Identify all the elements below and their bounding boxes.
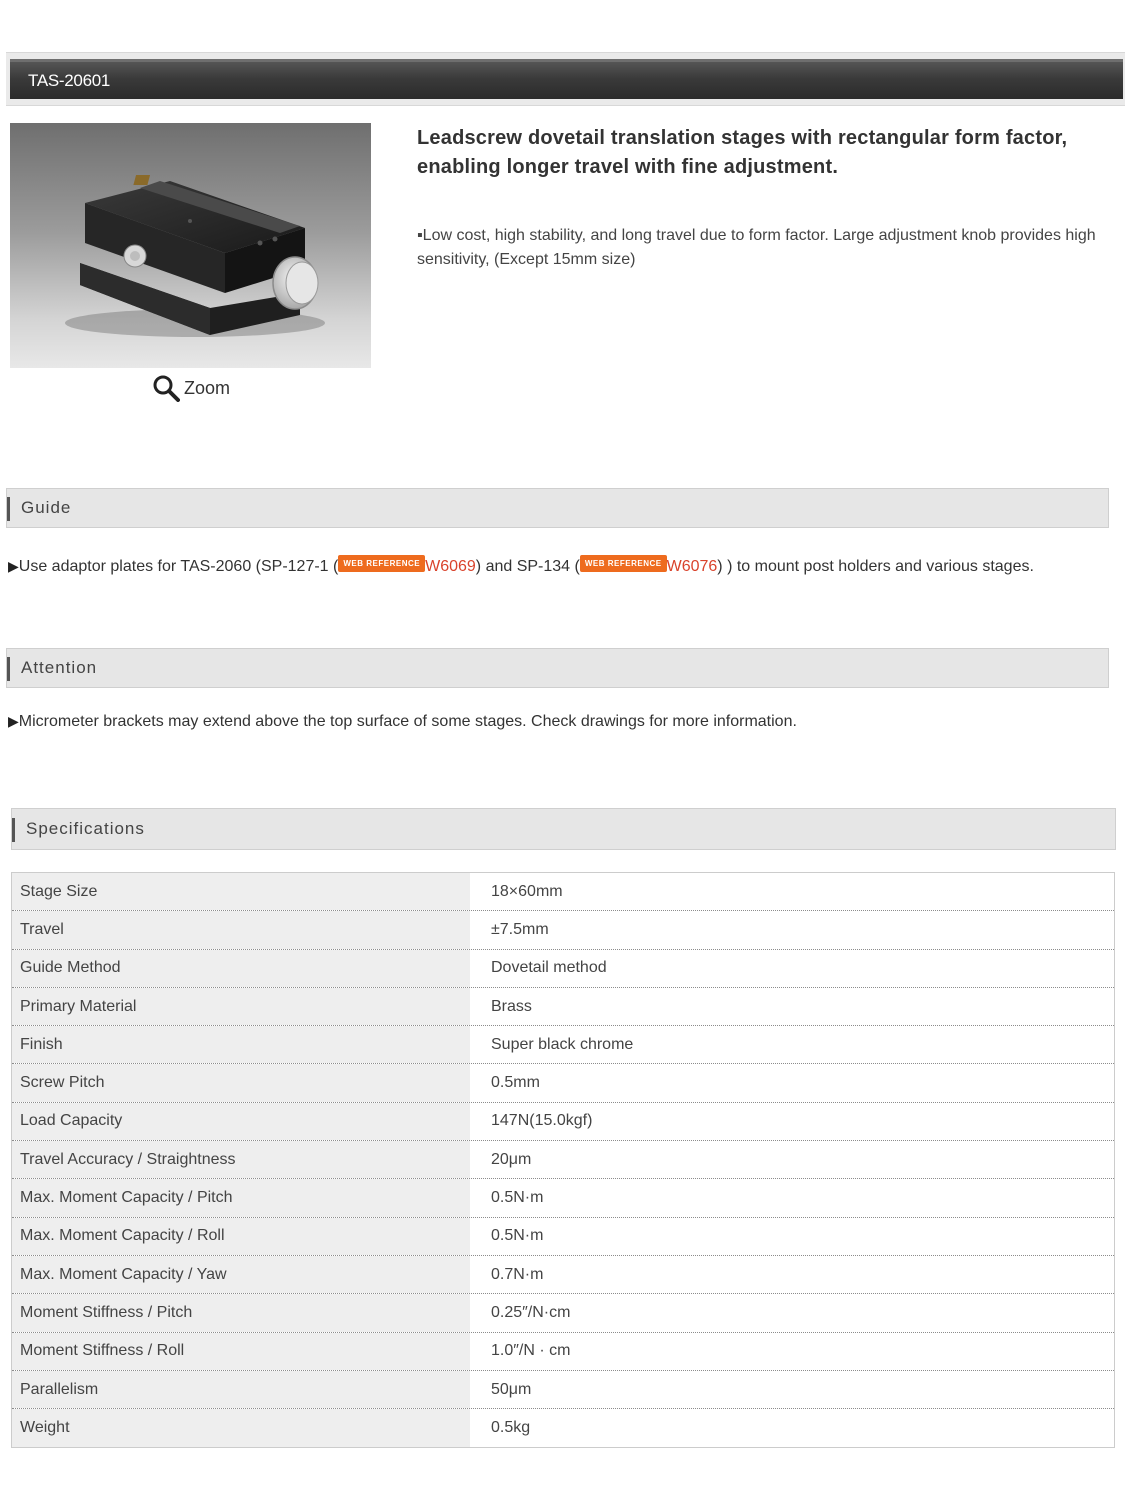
spec-label: Moment Stiffness / Pitch xyxy=(12,1294,470,1331)
spec-label: Load Capacity xyxy=(12,1103,470,1140)
table-row xyxy=(12,1026,1114,1064)
spec-label: Max. Moment Capacity / Yaw xyxy=(12,1256,470,1293)
spec-value: ±7.5mm xyxy=(470,911,1114,948)
spec-label: Max. Moment Capacity / Roll xyxy=(12,1218,470,1255)
table-row xyxy=(12,1218,1114,1256)
spec-value: 0.7N·m xyxy=(470,1256,1114,1293)
spec-value: 0.25″/N·cm xyxy=(470,1294,1114,1331)
guide-text xyxy=(8,554,1108,579)
guide-heading: Guide xyxy=(21,498,72,517)
bullet-triangle-icon: ▶ xyxy=(8,713,19,729)
web-reference-badge[interactable]: WEB REFERENCE xyxy=(338,555,425,572)
table-row xyxy=(12,873,1114,911)
attention-message: Micrometer brackets may extend above the top surface of some stages. Check drawings for more information. xyxy=(18,713,797,730)
web-reference-badge[interactable]: WEB REFERENCE xyxy=(580,555,667,572)
zoom-label: Zoom xyxy=(184,377,231,398)
spec-label: Moment Stiffness / Roll xyxy=(12,1333,470,1370)
spec-label: Screw Pitch xyxy=(12,1064,470,1101)
spec-value: 18×60mm xyxy=(470,873,1114,910)
spec-label: Travel Accuracy / Straightness xyxy=(12,1141,470,1178)
table-row xyxy=(12,1141,1114,1179)
bullet-triangle-icon: ▶ xyxy=(8,558,19,574)
spec-label: Finish xyxy=(12,1026,470,1063)
spec-value: 0.5N·m xyxy=(470,1179,1114,1216)
spec-value: Dovetail method xyxy=(470,950,1114,987)
table-row xyxy=(12,1179,1114,1217)
table-row xyxy=(12,1409,1114,1447)
product-title: TAS-20601 xyxy=(28,71,111,90)
table-row xyxy=(12,1333,1114,1371)
spec-label: Travel xyxy=(12,911,470,948)
spec-value: 50μm xyxy=(470,1371,1114,1408)
product-title-bar xyxy=(10,59,1123,99)
w6069-link[interactable]: W6069 xyxy=(425,558,476,575)
specifications-section-header xyxy=(11,808,1116,850)
spec-value: 0.5kg xyxy=(470,1409,1114,1447)
product-description: ▪Low cost, high stability, and long travel due to form factor. Large adjustment knob provides high sensitivity, (Except 15mm size) xyxy=(417,227,1096,268)
guide-section-header xyxy=(6,488,1109,528)
section-marker xyxy=(7,657,10,681)
spec-value: Super black chrome xyxy=(470,1026,1114,1063)
w6076-link[interactable]: W6076 xyxy=(666,558,718,575)
product-headline: Leadscrew dovetail translation stages with rectangular form factor, enabling longer travel with fine adjustment. xyxy=(417,127,1068,178)
guide-text-mid: ) and SP-134 ( xyxy=(475,558,580,575)
spec-label: Parallelism xyxy=(12,1371,470,1408)
spec-label: Max. Moment Capacity / Pitch xyxy=(12,1179,470,1216)
attention-text xyxy=(8,709,1108,734)
spec-value: 147N(15.0kgf) xyxy=(470,1103,1114,1140)
magnifier-icon xyxy=(152,374,180,402)
spec-label: Guide Method xyxy=(12,950,470,987)
attention-heading: Attention xyxy=(21,658,98,677)
spec-label: Weight xyxy=(12,1409,470,1447)
spec-value: 0.5N·m xyxy=(470,1218,1114,1255)
section-marker xyxy=(7,497,10,521)
table-row xyxy=(12,1064,1114,1102)
table-row xyxy=(12,950,1114,988)
table-row xyxy=(12,1256,1114,1294)
guide-text-after: ) ) to mount post holders and various stages. xyxy=(717,558,1034,575)
product-photo[interactable] xyxy=(10,123,371,368)
spec-value: 20μm xyxy=(470,1141,1114,1178)
spec-value: 1.0″/N · cm xyxy=(470,1333,1114,1370)
table-row xyxy=(12,911,1114,949)
zoom-button[interactable] xyxy=(152,373,230,403)
attention-section-header xyxy=(6,648,1109,688)
spec-label: Primary Material xyxy=(12,988,470,1025)
spec-value: 0.5mm xyxy=(470,1064,1114,1101)
table-row xyxy=(12,1371,1114,1409)
spec-label: Stage Size xyxy=(12,873,470,910)
table-row xyxy=(12,1294,1114,1332)
table-row xyxy=(12,1103,1114,1141)
specifications-heading: Specifications xyxy=(26,819,145,838)
guide-text-before: Use adaptor plates for TAS-2060 (SP-127-1 ( xyxy=(18,558,339,575)
specifications-table xyxy=(11,872,1115,1448)
section-marker xyxy=(12,818,15,842)
spec-value: Brass xyxy=(470,988,1114,1025)
translation-stage-illustration xyxy=(10,123,371,368)
table-row xyxy=(12,988,1114,1026)
